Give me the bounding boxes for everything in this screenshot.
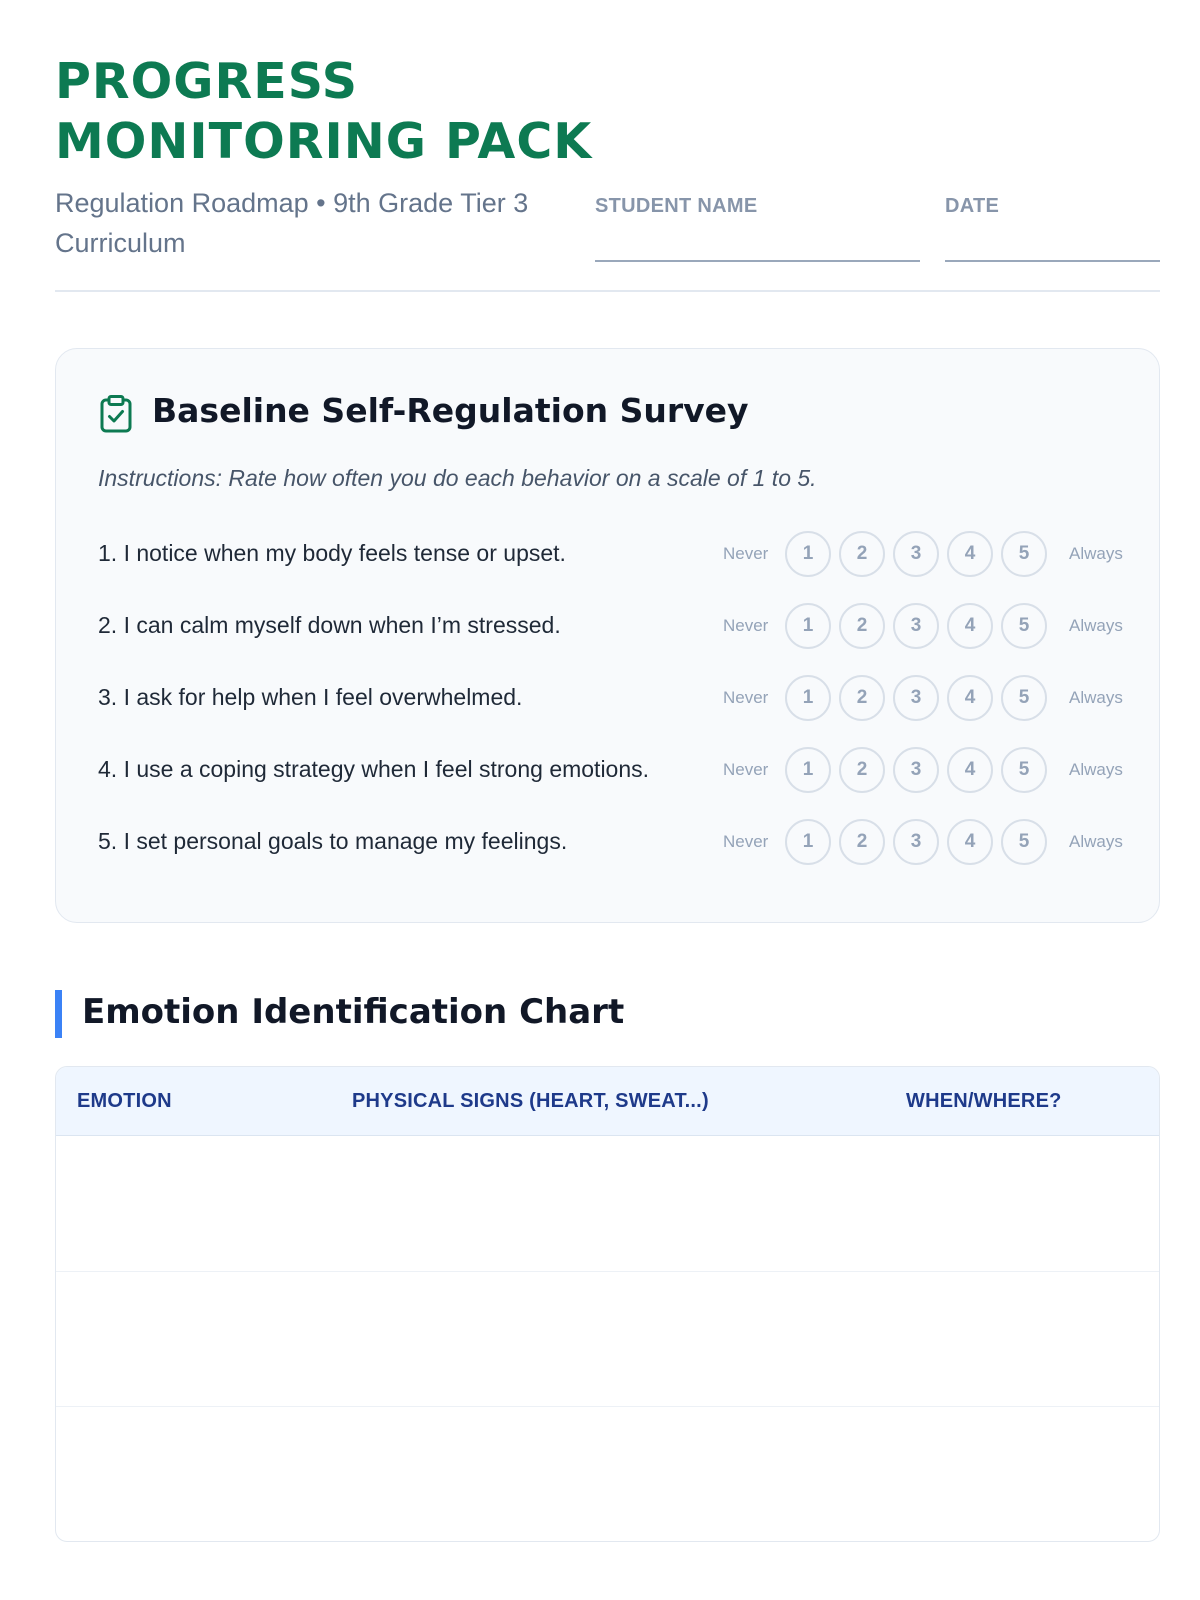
survey-question-text: 1. I notice when my body feels tense or upset. [98, 540, 566, 566]
table-row[interactable] [56, 1407, 1159, 1542]
table-row[interactable] [56, 1137, 1159, 1272]
survey-question-row [98, 530, 1128, 578]
rating-option-3[interactable]: 3 [893, 603, 939, 649]
rating-scale [723, 602, 1123, 650]
rating-scale [723, 674, 1123, 722]
scale-low-label: Never [723, 832, 769, 851]
scale-low-label: Never [723, 616, 769, 635]
rating-scale [723, 530, 1123, 578]
rating-option-1[interactable]: 1 [785, 603, 831, 649]
column-header-when-where: WHEN/WHERE? [906, 1090, 1062, 1112]
survey-question-text: 5. I set personal goals to manage my feelings. [98, 828, 568, 854]
scale-low-label: Never [723, 760, 769, 779]
rating-option-4[interactable]: 4 [947, 603, 993, 649]
rating-option-1[interactable]: 1 [785, 819, 831, 865]
survey-instructions: Instructions: Rate how often you do each behavior on a scale of 1 to 5. [98, 465, 817, 491]
emotion-table [55, 1066, 1160, 1542]
table-header [56, 1067, 1159, 1136]
date-label: DATE [945, 195, 1000, 217]
student-name-line[interactable] [595, 260, 920, 262]
scale-high-label: Always [1069, 832, 1123, 851]
scale-low-label: Never [723, 544, 769, 563]
survey-question-text: 4. I use a coping strategy when I feel strong emotions. [98, 756, 650, 782]
student-name-field[interactable] [595, 195, 920, 218]
rating-option-3[interactable]: 3 [893, 675, 939, 721]
scale-high-label: Always [1069, 688, 1123, 707]
date-field[interactable] [945, 195, 1160, 218]
survey-question-text: 2. I can calm myself down when I’m stressed. [98, 612, 561, 638]
survey-question-row [98, 818, 1128, 866]
rating-scale [723, 818, 1123, 866]
rating-option-2[interactable]: 2 [839, 819, 885, 865]
rating-option-4[interactable]: 4 [947, 819, 993, 865]
clipboard-check-icon [100, 395, 132, 433]
rating-option-2[interactable]: 2 [839, 747, 885, 793]
rating-option-5[interactable]: 5 [1001, 747, 1047, 793]
rating-option-5[interactable]: 5 [1001, 531, 1047, 577]
scale-high-label: Always [1069, 760, 1123, 779]
student-name-label: STUDENT NAME [595, 195, 758, 217]
rating-option-2[interactable]: 2 [839, 603, 885, 649]
emotion-chart-title: Emotion Identification Chart [82, 992, 625, 1032]
rating-option-5[interactable]: 5 [1001, 819, 1047, 865]
header-divider [55, 290, 1160, 292]
column-header-physical-signs: PHYSICAL SIGNS (HEART, SWEAT...) [352, 1090, 709, 1112]
rating-option-2[interactable]: 2 [839, 531, 885, 577]
survey-question-text: 3. I ask for help when I feel overwhelmed. [98, 684, 523, 710]
scale-high-label: Always [1069, 616, 1123, 635]
table-row[interactable] [56, 1272, 1159, 1407]
survey-question-row [98, 746, 1128, 794]
survey-question-row [98, 674, 1128, 722]
rating-option-1[interactable]: 1 [785, 747, 831, 793]
survey-question-row [98, 602, 1128, 650]
page-subtitle: Regulation Roadmap • 9th Grade Tier 3 Curriculum [55, 188, 529, 258]
rating-option-3[interactable]: 3 [893, 819, 939, 865]
rating-option-3[interactable]: 3 [893, 747, 939, 793]
rating-option-1[interactable]: 1 [785, 675, 831, 721]
survey-title: Baseline Self-Regulation Survey [152, 391, 749, 430]
rating-option-4[interactable]: 4 [947, 531, 993, 577]
survey-card [55, 348, 1160, 923]
rating-option-1[interactable]: 1 [785, 531, 831, 577]
section-accent-bar [55, 990, 62, 1038]
scale-low-label: Never [723, 688, 769, 707]
rating-option-4[interactable]: 4 [947, 747, 993, 793]
rating-option-2[interactable]: 2 [839, 675, 885, 721]
rating-scale [723, 746, 1123, 794]
rating-option-5[interactable]: 5 [1001, 603, 1047, 649]
column-header-emotion: EMOTION [77, 1090, 172, 1112]
page-title: PROGRESS MONITORING PACK [55, 53, 593, 170]
date-line[interactable] [945, 260, 1160, 262]
rating-option-4[interactable]: 4 [947, 675, 993, 721]
rating-option-3[interactable]: 3 [893, 531, 939, 577]
rating-option-5[interactable]: 5 [1001, 675, 1047, 721]
scale-high-label: Always [1069, 544, 1123, 563]
